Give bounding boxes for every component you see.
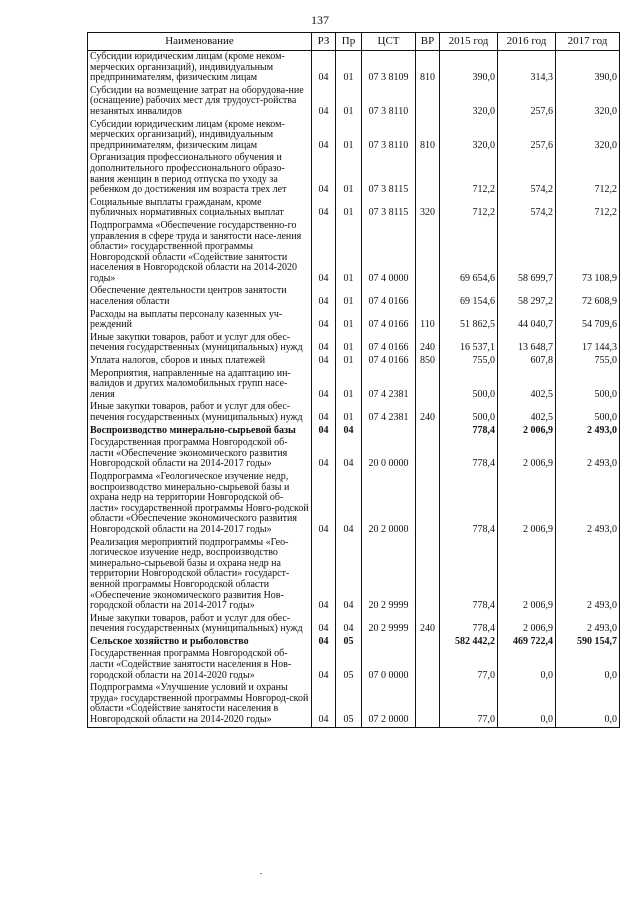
cell-y2017: 2 493,0 [556,537,620,613]
cell-y2015: 778,4 [440,425,498,438]
cell-cst: 07 4 2381 [362,368,416,402]
cell-pr: 01 [336,355,362,368]
cell-rz: 04 [312,309,336,332]
cell-rz: 04 [312,119,336,153]
cell-vr [416,285,440,308]
cell-vr: 810 [416,51,440,85]
cell-rz: 04 [312,401,336,424]
cell-cst: 07 4 0166 [362,355,416,368]
cell-y2017: 73 108,9 [556,220,620,286]
table-row [88,197,620,220]
cell-cst: 07 3 8110 [362,119,416,153]
cell-y2016: 469 722,4 [498,636,556,649]
cell-cst: 07 3 8110 [362,85,416,119]
cell-name: Организация профессионального обучения и дополнительного профессионального образо-вания женщин в период отпуска по уходу за ребенком до достижения им возраста трех лет [88,152,312,196]
header-cst: ЦСТ [362,33,416,51]
table-row [88,85,620,119]
table-row [88,51,620,85]
page-number: 137 [311,13,329,27]
cell-name: Воспроизводство минерально-сырьевой базы [88,425,312,438]
cell-name: Уплата налогов, сборов и иных платежей [88,355,312,368]
header-pr: Пр [336,33,362,51]
cell-name: Подпрограмма «Обеспечение государственно-го управления в сфере труда и занятости насе-ления области» государственной программы Новгородской области «Содействие занятости населения в Новгородской области на 2014-2020 годы» [88,220,312,286]
cell-name: Подпрограмма «Улучшение условий и охраны труда» государственной программы Новгород-ской области «Содействие занятости населения в Новгородской области на 2014-2020 годы» [88,682,312,727]
table-row [88,152,620,196]
cell-y2015: 77,0 [440,682,498,727]
cell-rz: 04 [312,285,336,308]
cell-y2017: 590 154,7 [556,636,620,649]
cell-cst: 07 0 0000 [362,648,416,682]
cell-pr: 01 [336,332,362,355]
cell-pr: 01 [336,401,362,424]
cell-cst: 20 2 0000 [362,471,416,537]
cell-y2017: 2 493,0 [556,471,620,537]
cell-pr: 01 [336,85,362,119]
cell-y2015: 69 654,6 [440,220,498,286]
cell-vr [416,636,440,649]
cell-vr [416,682,440,727]
cell-name: Реализация мероприятий подпрограммы «Гео-логическое изучение недр, воспроизводство минерально-сырьевой базы и охрана недр на территории Новгородской области» государст-венной программы Новгородской области «Обеспечение экономического развития Нов-городской области на 2014-2017 годы» [88,537,312,613]
cell-name: Иные закупки товаров, работ и услуг для обес-печения государственных (муниципальных) нужд [88,332,312,355]
cell-y2016: 0,0 [498,682,556,727]
cell-y2016: 574,2 [498,197,556,220]
scan-speck [260,873,262,874]
cell-y2016: 257,6 [498,85,556,119]
cell-y2017: 320,0 [556,119,620,153]
table-row [88,368,620,402]
cell-vr: 850 [416,355,440,368]
cell-vr [416,648,440,682]
cell-name: Субсидии на возмещение затрат на оборудова-ние (оснащение) рабочих мест для трудоуст-ройства незанятых инвалидов [88,85,312,119]
cell-y2017: 755,0 [556,355,620,368]
cell-rz: 04 [312,368,336,402]
cell-y2015: 778,4 [440,613,498,636]
cell-rz: 04 [312,613,336,636]
cell-name: Подпрограмма «Геологическое изучение недр, воспроизводство минерально-сырьевой базы и охрана недр на территории Новгородской об-ласти» государственной программы Новго-родской области «Обеспечение экономического развития Новгородской области на 2014-2017 годы» [88,471,312,537]
header-vr: ВР [416,33,440,51]
cell-y2015: 16 537,1 [440,332,498,355]
header-rz: РЗ [312,33,336,51]
cell-y2015: 778,4 [440,471,498,537]
cell-cst: 07 3 8115 [362,152,416,196]
cell-vr: 320 [416,197,440,220]
cell-rz: 04 [312,471,336,537]
cell-vr [416,85,440,119]
cell-name: Государственная программа Новгородской об-ласти «Содействие занятости населения в Нов-городской области на 2014-2020 годы» [88,648,312,682]
cell-cst: 07 3 8109 [362,51,416,85]
cell-vr: 240 [416,332,440,355]
cell-cst: 07 4 0000 [362,220,416,286]
table-row [88,537,620,613]
cell-y2016: 2 006,9 [498,425,556,438]
cell-y2016: 257,6 [498,119,556,153]
cell-y2015: 778,4 [440,537,498,613]
table-row [88,648,620,682]
cell-rz: 04 [312,355,336,368]
cell-y2017: 72 608,9 [556,285,620,308]
cell-pr: 01 [336,220,362,286]
cell-y2015: 500,0 [440,368,498,402]
cell-rz: 04 [312,425,336,438]
cell-rz: 04 [312,152,336,196]
cell-cst: 07 4 0166 [362,332,416,355]
cell-cst [362,636,416,649]
cell-y2016: 2 006,9 [498,437,556,471]
cell-cst: 20 2 9999 [362,613,416,636]
cell-rz: 04 [312,51,336,85]
table-row [88,613,620,636]
cell-y2017: 54 709,6 [556,309,620,332]
cell-y2015: 51 862,5 [440,309,498,332]
cell-cst: 07 4 0166 [362,309,416,332]
cell-rz: 04 [312,537,336,613]
cell-pr: 01 [336,309,362,332]
cell-vr: 110 [416,309,440,332]
cell-y2017: 390,0 [556,51,620,85]
cell-y2017: 2 493,0 [556,425,620,438]
cell-vr: 810 [416,119,440,153]
section-row [88,425,620,438]
cell-name: Иные закупки товаров, работ и услуг для обес-печения государственных (муниципальных) нужд [88,613,312,636]
cell-y2017: 500,0 [556,401,620,424]
cell-y2017: 0,0 [556,648,620,682]
table-row [88,285,620,308]
section-row [88,636,620,649]
cell-pr: 04 [336,437,362,471]
cell-y2015: 320,0 [440,85,498,119]
cell-y2015: 320,0 [440,119,498,153]
cell-y2017: 712,2 [556,152,620,196]
cell-y2017: 320,0 [556,85,620,119]
cell-rz: 04 [312,197,336,220]
table-row [88,119,620,153]
cell-y2015: 582 442,2 [440,636,498,649]
cell-name: Расходы на выплаты персоналу казенных уч-реждений [88,309,312,332]
cell-y2017: 0,0 [556,682,620,727]
cell-y2015: 712,2 [440,152,498,196]
cell-y2015: 778,4 [440,437,498,471]
cell-vr: 240 [416,613,440,636]
cell-pr: 05 [336,636,362,649]
cell-pr: 01 [336,197,362,220]
table-row [88,220,620,286]
cell-pr: 04 [336,537,362,613]
cell-pr: 05 [336,648,362,682]
cell-vr [416,368,440,402]
table-body [88,51,620,728]
cell-y2016: 607,8 [498,355,556,368]
cell-pr: 01 [336,51,362,85]
cell-rz: 04 [312,682,336,727]
cell-name: Социальные выплаты гражданам, кроме публичных нормативных социальных выплат [88,197,312,220]
table-row [88,332,620,355]
cell-vr [416,537,440,613]
cell-pr: 01 [336,368,362,402]
table-row [88,682,620,727]
cell-y2016: 574,2 [498,152,556,196]
cell-rz: 04 [312,437,336,471]
cell-name: Субсидии юридическим лицам (кроме неком-мерческих организаций), индивидуальным предпринимателям, физическим лицам [88,51,312,85]
cell-vr [416,437,440,471]
cell-name: Субсидии юридическим лицам (кроме неком-мерческих организаций), индивидуальным предпринимателям, физическим лицам [88,119,312,153]
cell-y2016: 0,0 [498,648,556,682]
cell-vr [416,220,440,286]
cell-name: Сельское хозяйство и рыболовство [88,636,312,649]
cell-rz: 04 [312,85,336,119]
header-2015: 2015 год [440,33,498,51]
cell-y2016: 402,5 [498,401,556,424]
cell-cst: 07 4 0166 [362,285,416,308]
cell-rz: 04 [312,636,336,649]
cell-y2015: 712,2 [440,197,498,220]
cell-cst: 07 3 8115 [362,197,416,220]
cell-vr [416,471,440,537]
cell-y2015: 390,0 [440,51,498,85]
cell-y2017: 17 144,3 [556,332,620,355]
cell-y2015: 69 154,6 [440,285,498,308]
table-row [88,401,620,424]
cell-y2015: 500,0 [440,401,498,424]
header-2016: 2016 год [498,33,556,51]
cell-pr: 01 [336,152,362,196]
cell-name: Обеспечение деятельности центров занятости населения области [88,285,312,308]
cell-name: Государственная программа Новгородской об-ласти «Обеспечение экономического развития Новгородской области на 2014-2017 годы» [88,437,312,471]
header-2017: 2017 год [556,33,620,51]
cell-y2016: 2 006,9 [498,537,556,613]
cell-y2015: 755,0 [440,355,498,368]
cell-rz: 04 [312,332,336,355]
cell-pr: 04 [336,425,362,438]
cell-rz: 04 [312,220,336,286]
cell-vr: 240 [416,401,440,424]
cell-name: Иные закупки товаров, работ и услуг для обес-печения государственных (муниципальных) нужд [88,401,312,424]
cell-y2017: 500,0 [556,368,620,402]
cell-y2017: 2 493,0 [556,437,620,471]
cell-y2016: 44 040,7 [498,309,556,332]
cell-pr: 04 [336,613,362,636]
cell-y2017: 2 493,0 [556,613,620,636]
table-row [88,437,620,471]
cell-y2016: 314,3 [498,51,556,85]
cell-y2016: 58 699,7 [498,220,556,286]
budget-table [87,32,620,728]
table-row [88,309,620,332]
cell-y2017: 712,2 [556,197,620,220]
cell-pr: 05 [336,682,362,727]
cell-y2016: 2 006,9 [498,613,556,636]
header-row [88,33,620,51]
cell-y2016: 2 006,9 [498,471,556,537]
table-row [88,471,620,537]
cell-rz: 04 [312,648,336,682]
cell-cst: 20 0 0000 [362,437,416,471]
cell-y2016: 58 297,2 [498,285,556,308]
cell-y2016: 13 648,7 [498,332,556,355]
cell-cst: 07 2 0000 [362,682,416,727]
cell-pr: 04 [336,471,362,537]
cell-pr: 01 [336,119,362,153]
cell-vr [416,425,440,438]
cell-vr [416,152,440,196]
cell-cst: 20 2 9999 [362,537,416,613]
table-row [88,355,620,368]
cell-cst: 07 4 2381 [362,401,416,424]
cell-y2015: 77,0 [440,648,498,682]
header-name: Наименование [88,33,312,51]
cell-pr: 01 [336,285,362,308]
cell-name: Мероприятия, направленные на адаптацию ин-валидов и других маломобильных групп насе-ления [88,368,312,402]
cell-cst [362,425,416,438]
cell-y2016: 402,5 [498,368,556,402]
